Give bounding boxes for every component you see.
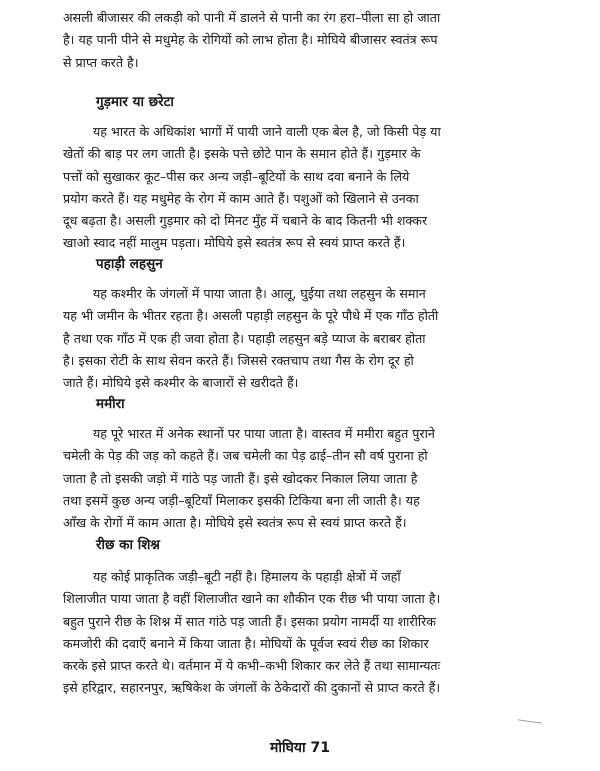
section-paragraph-gudmar <box>63 121 513 255</box>
section-paragraph-pahadi-lahsun <box>63 283 513 394</box>
paragraph-line: यह पूरे भारत में अनेक स्थानों पर पाया जाता है। वास्तव में ममीरा बहुत पुराने <box>93 426 435 441</box>
section-heading-reech: रीछ का शिश्न <box>96 537 160 553</box>
paragraph-line: करके इसे प्राप्त करते थे। वर्तमान में ये कभी–कभी शिकार कर लेते हैं तथा सामान्यतः <box>63 658 441 674</box>
section-heading-pahadi-lahsun: पहाड़ी लहसुन <box>96 256 163 272</box>
paragraph-line: जाता है तो इसकी जड़ो में गांठे पड़ जाती हैं। इसे खोदकर निकाल लिया जाता है <box>63 470 418 486</box>
paragraph-line: इसे हरिद्वार, सहारनपुर, ऋषिकेश के जंगलों के ठेकेदारों की दुकानों से प्राप्त करते हैं। <box>63 680 441 696</box>
section-paragraph-reech <box>63 566 513 700</box>
page-footer: मोघिया 71 <box>269 740 330 756</box>
paragraph-line: यह कश्मीर के जंगलों में पाया जाता है। आलू, घुईया तथा लहसुन के समान <box>93 286 426 301</box>
paragraph-line: खेतों की बाड़ पर लग जाती है। इसके पत्ते छोटे पान के समान होते हैं। गुड़मार के <box>63 146 421 162</box>
scan-mark <box>518 716 542 723</box>
paragraph-line: दूध बढ़ता है। असली गुड़मार को दो मिनट मुँह में चबाने के बाद कितनी भी शक्कर <box>63 213 428 229</box>
paragraph-line: शिलाजीत पाया जाता है वहीं शिलाजीत खाने का शौकीन एक रीछ भी पाया जाता है। <box>63 591 441 607</box>
paragraph-line: प्रयोग करते हैं। यह मधुमेह के रोग में काम आते हैं। पशुओं को खिलाने से उनका <box>63 190 419 206</box>
paragraph-line: तथा इसमें कुछ अन्य जड़ी–बूटियाँ मिलाकर इसकी टिकिया बना ली जाती है। यह <box>63 492 420 508</box>
paragraph-line: यह भी जमीन के भीतर रहता है। असली पहाड़ी लहसुन के पूरे पौधे में एक गाँठ होती <box>63 308 439 324</box>
paragraph-line: बहुत पुराने रीछ के शिश्न में सात गांठे पड़ जाती हैं। इसका प्रयोग नामर्दी या शारीरिक <box>63 613 436 629</box>
paragraph-line: जाते हैं। मोघिये इसे कश्मीर के बाजारों से खरीदते हैं। <box>63 375 299 391</box>
paragraph-line: यह भारत के अधिकांश भागों में पायी जाने वाली एक बेल है, जो किसी पेड़ या <box>93 124 441 139</box>
paragraph-line: पत्तों को सुखाकर कूट–पीस कर अन्य जड़ी–बूटियों के साथ दवा बनाने के लिये <box>63 168 410 184</box>
section-heading-gudmar: गुड़मार या छरेटा <box>96 94 174 110</box>
paragraph-line: से प्राप्त करते है। <box>63 54 139 70</box>
section-heading-mamira: ममीरा <box>96 396 125 412</box>
paragraph-line: है। यह पानी पीने से मधुमेह के रोगियों को लाभ होता है। मोघिये बीजासर स्वतंत्र रूप <box>63 32 438 48</box>
paragraph-line: कमजोरी की दवाएँ बनाने में किया जाता है। मोघियों के पूर्वज स्वयं रीछ का शिकार <box>63 635 429 651</box>
intro-paragraph <box>63 7 513 74</box>
paragraph-line: है। इसका रोटी के साथ सेवन करते हैं। जिससे रक्तचाप तथा गैस के रोग दूर हो <box>63 352 414 368</box>
paragraph-line: यह कोई प्राकृतिक जड़ी–बूटी नहीं है। हिमालय के पहाड़ी क्षेत्रों में जहाँ <box>93 569 401 584</box>
paragraph-line: खाओ स्वाद नहीं मालुम पड़ता। मोघिये इसे स्वतंत्र रूप से स्वयं प्राप्त करते हैं। <box>63 235 406 251</box>
paragraph-line: है तथा एक गाँठ में एक ही जवा होता है। पहाड़ी लहसुन बड़े प्याज के बराबर होता <box>63 330 426 346</box>
paragraph-line: चमेली के पेड़ की जड़ को कहते हैं। जब चमेली का पेड़ ढाई–तीन सौ वर्ष पुराना हो <box>63 448 428 464</box>
section-paragraph-mamira <box>63 423 513 534</box>
paragraph-line: असली बीजासर की लकड़ी को पानी में डालने से पानी का रंग हरा–पीला सा हो जाता <box>63 10 441 25</box>
paragraph-line: आँख के रोगों में काम आता है। मोघिये इसे स्वतंत्र रूप से स्वयं प्राप्त करते हैं। <box>63 515 407 531</box>
